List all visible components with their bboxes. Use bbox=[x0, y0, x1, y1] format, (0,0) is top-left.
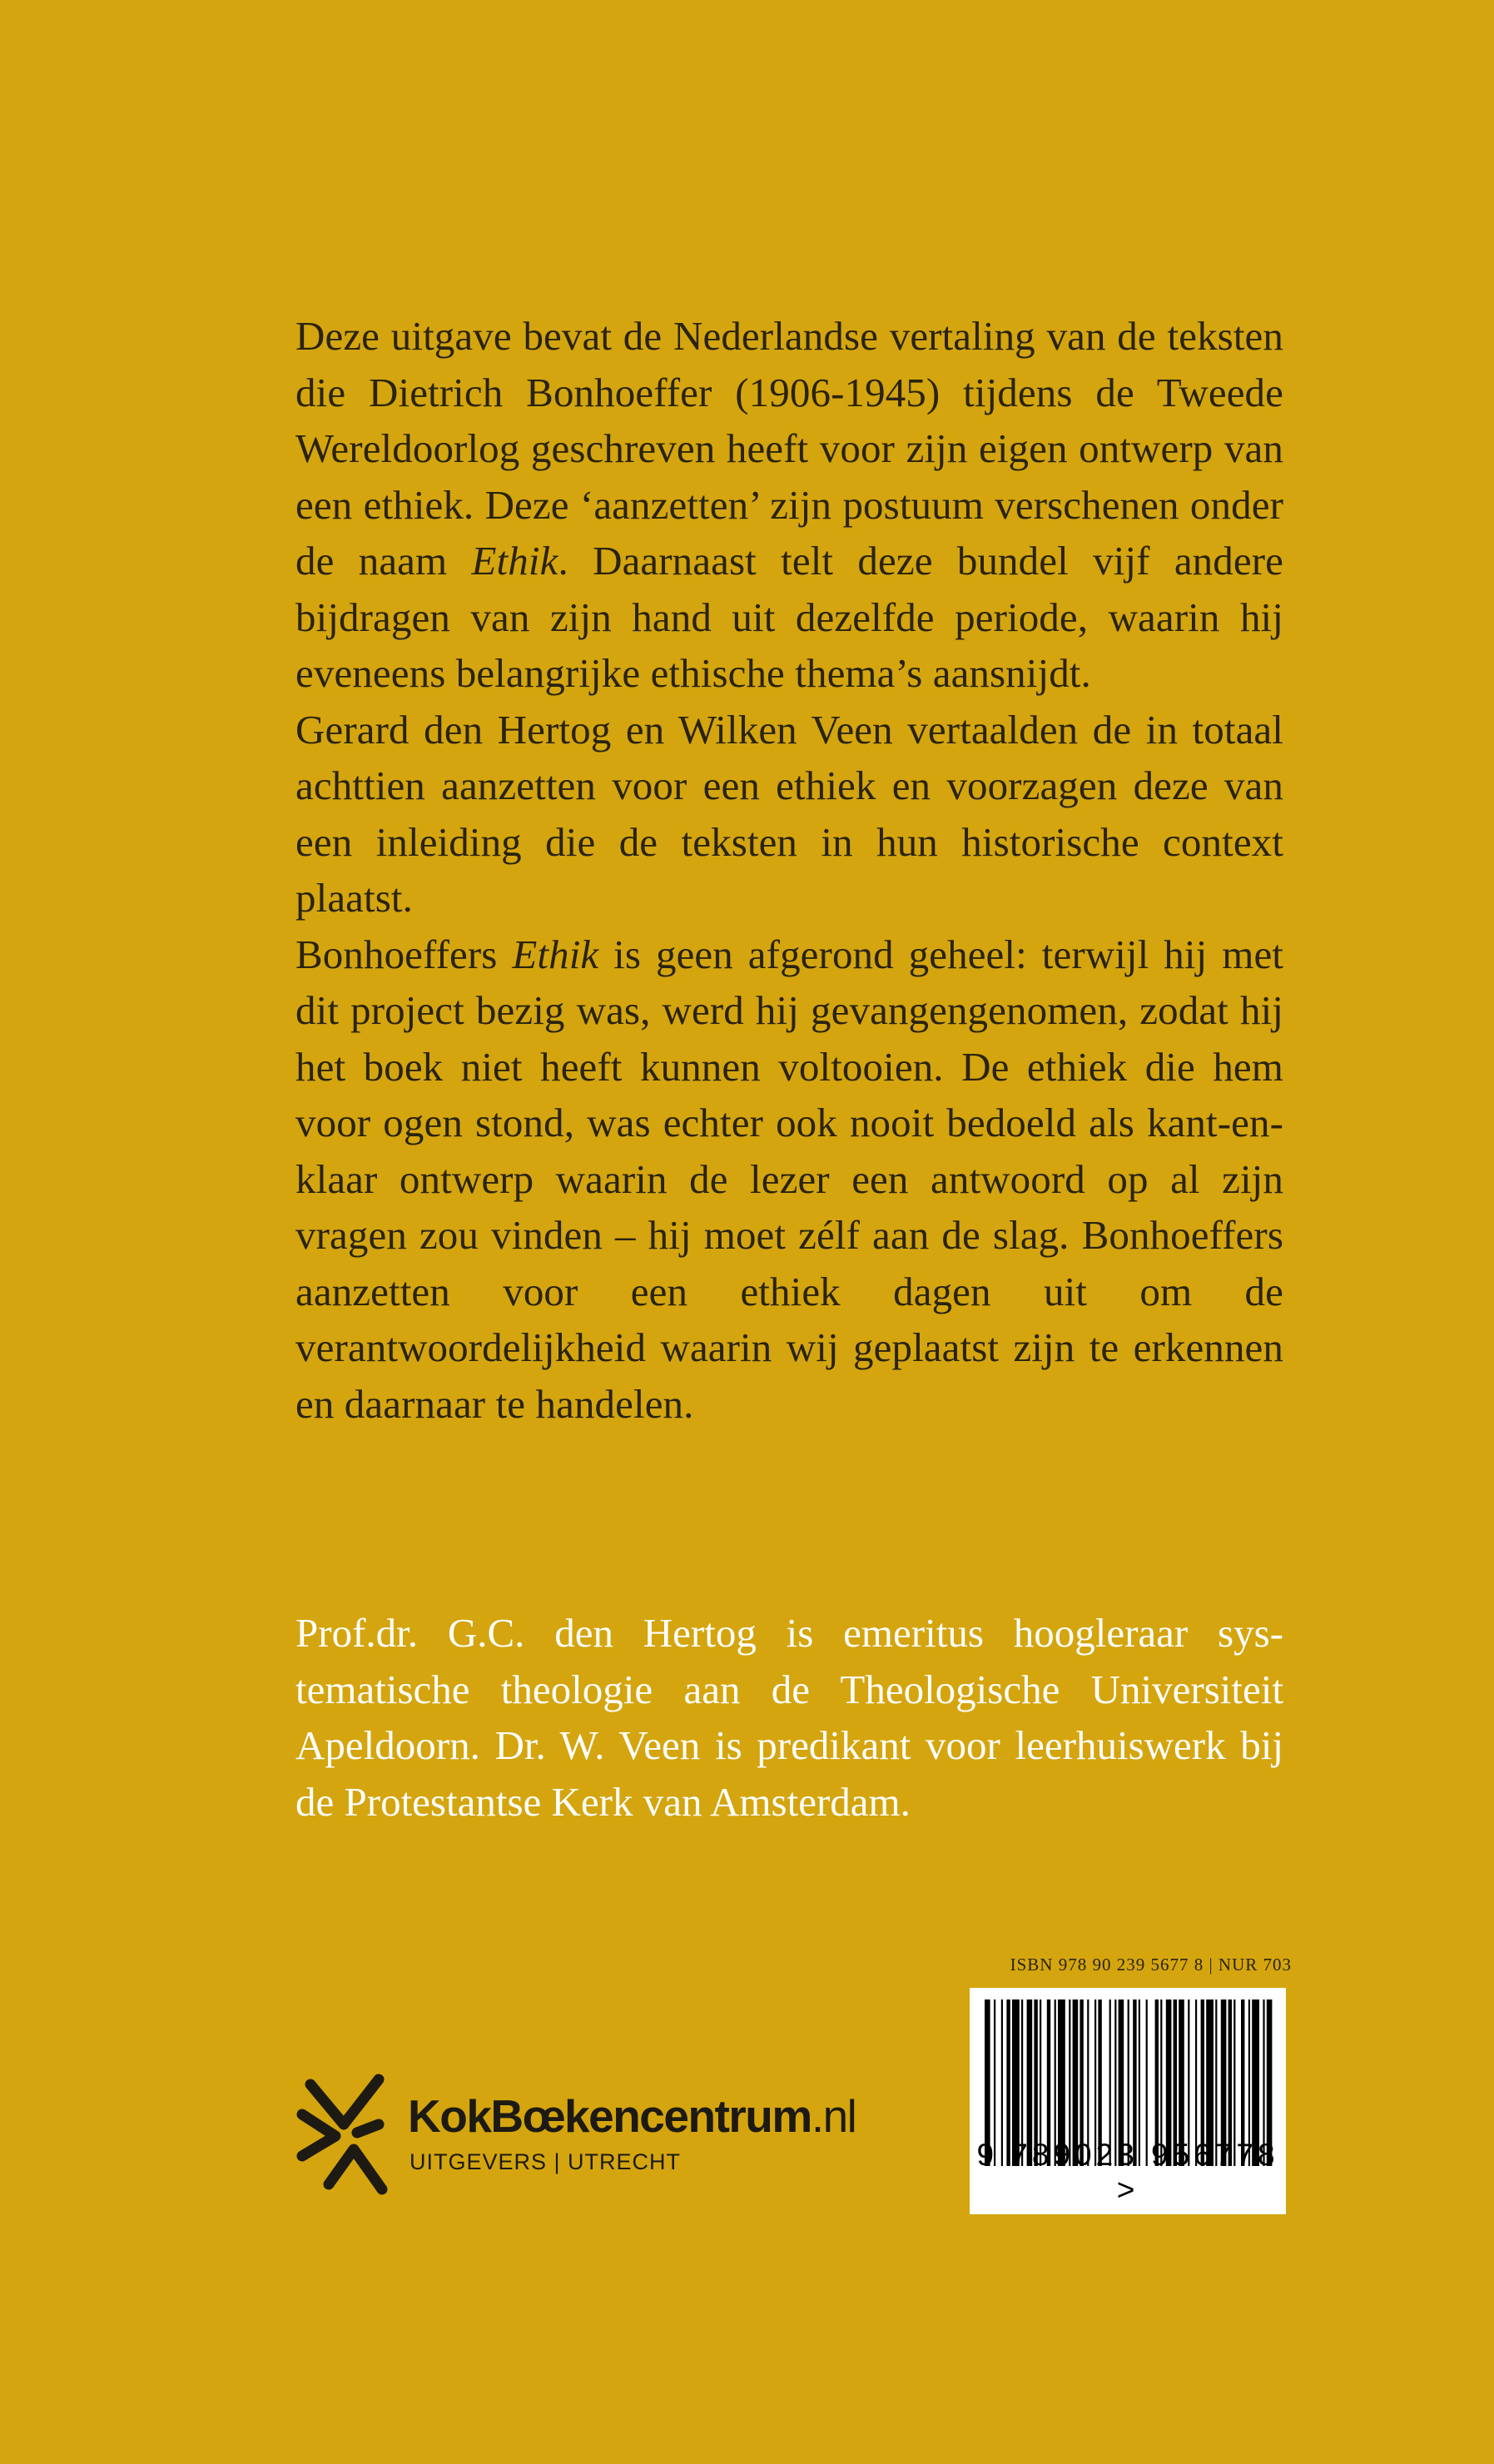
publisher-subtitle: UITGEVERS | UTRECHT bbox=[409, 2149, 682, 2174]
blurb-paragraph-1: Deze uitgave bevat de Nederlandse vertaling van de teksten die Dietrich Bonhoeffer (1906-1945) tijdens de Tweede Wereldoorlog geschreven heeft voor zijn eigen ontwerp van een ethiek. Deze ‘aanzetten’ zijn postuum verschenen onder de naam Ethik. Daarnaast telt deze bundel vijf andere bijdragen van zijn hand uit dezelfde periode, waarin hij eveneens belangrijke ethische thema’s aansnijdt. bbox=[295, 313, 1283, 696]
back-cover-blurb bbox=[295, 308, 1283, 1432]
kok-boekencentrum-logo-icon bbox=[295, 2073, 395, 2198]
blurb-paragraph-2: Gerard den Hertog en Wilken Veen vertaalden de in totaal achttien aanzetten voor een ethiek en voorzagen deze van een inleiding die de teksten in hun historische context plaatst. bbox=[295, 706, 1283, 921]
isbn-line: ISBN 978 90 239 5677 8 | NUR 703 bbox=[1010, 1955, 1292, 1975]
barcode bbox=[970, 1988, 1286, 2214]
ethik-title-italic: Ethik bbox=[512, 931, 599, 977]
barcode-digits: 9 789023 956778 > bbox=[976, 2138, 1279, 2207]
publisher-name: KokBœkencentrum.nl bbox=[408, 2090, 856, 2142]
blurb-paragraph-3: Bonhoeffers Ethik is geen afgerond geheel: terwijl hij met dit project bezig was, werd hij gevangengenomen, zodat hij het boek niet heeft kunnen voltooien. De ethiek die hem voor ogen stond, was echter ook nooit bedoeld als kant-en-klaar ontwerp waarin de lezer een antwoord op al zijn vragen zou vinden – hij moet zélf aan de slag. Bonhoeffers aanzetten voor een ethiek dagen uit om de verantwoordelijkheid waarin wij geplaatst zijn te erkennen en daarnaar te handelen. bbox=[295, 931, 1284, 1427]
authors-bio: Prof.dr. G.C. den Hertog is emeritus hoogleraar systematische theologie aan de Theologische Universiteit Apeldoorn. Dr. W. Veen is predikant voor leerhuiswerk bij de Protestantse Kerk van Amsterdam. bbox=[295, 1610, 1283, 1825]
ethik-title-italic: Ethik bbox=[471, 538, 558, 584]
